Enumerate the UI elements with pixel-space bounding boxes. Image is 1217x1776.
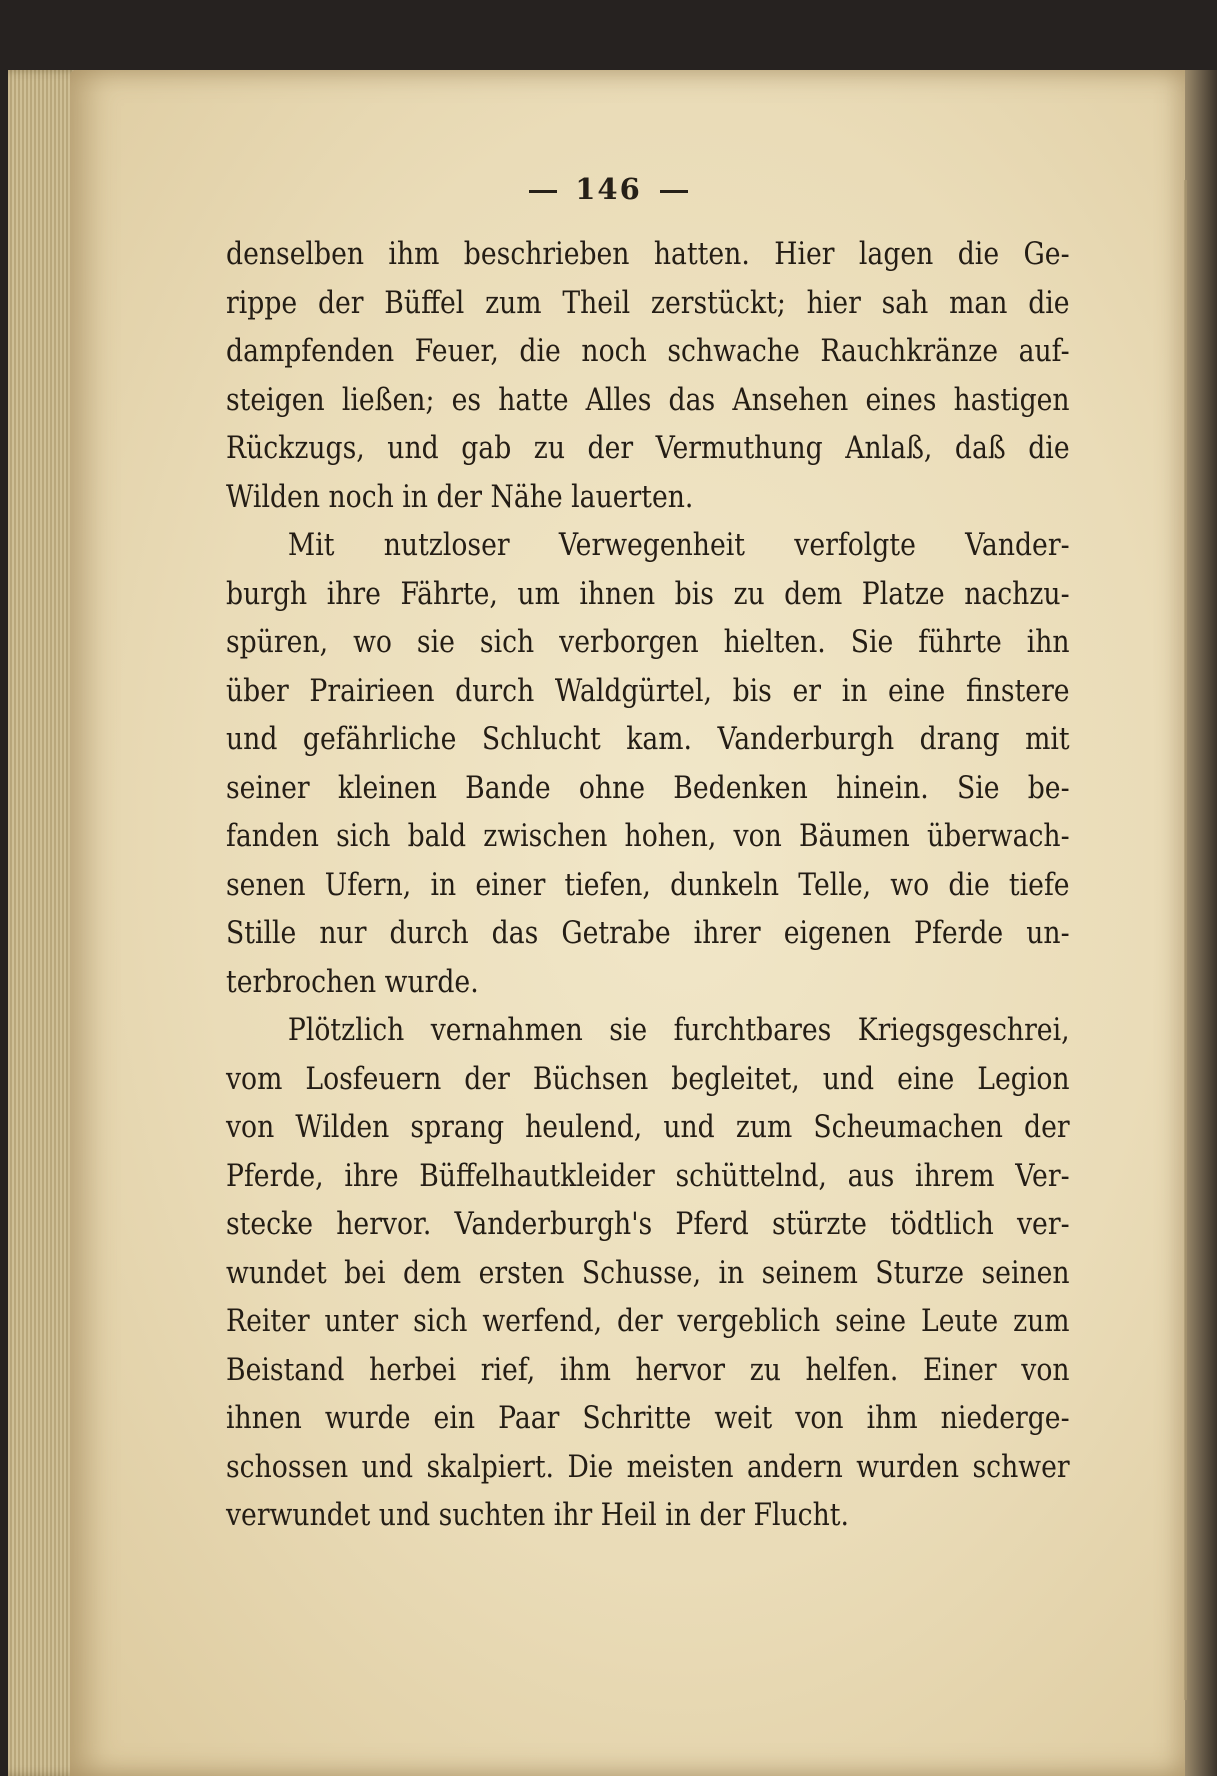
text-line: Rückzugs, und gab zu der Vermuthung Anlaß, daß die	[226, 430, 1070, 466]
text-line: wundet bei dem ersten Schusse, in seinem Sturze seinen	[226, 1254, 1070, 1291]
text-line: und gefährliche Schlucht kam. Vanderburgh drang mit	[226, 721, 1070, 757]
paragraph-start: Mit nutzloser Verwegenheit verfolgte Vander-	[287, 527, 1070, 563]
text-line: ihnen wurde ein Paar Schritte weit von ihm niederge-	[226, 1400, 1070, 1436]
text-line: spüren, wo sie sich verborgen hielten. Sie führte ihn	[226, 624, 1070, 660]
text-line: stecke hervor. Vanderburgh's Pferd stürzte tödtlich ver-	[226, 1206, 1070, 1242]
text-line: fanden sich bald zwischen hohen, von Bäumen überwach-	[226, 818, 1070, 854]
text-line: Reiter unter sich werfend, der vergeblich seine Leute zum	[226, 1303, 1070, 1339]
spine-line	[1184, 180, 1187, 1700]
text-line: Wilden noch in der Nähe lauerten.	[226, 478, 694, 515]
text-line: von Wilden sprang heulend, und zum Scheumachen der	[226, 1109, 1070, 1145]
text-line: über Prairieen durch Waldgürtel, bis er in eine finstere	[226, 672, 1070, 709]
text-line: Stille nur durch das Getrabe ihrer eigenen Pferde un-	[226, 915, 1070, 951]
binding-shadow	[1185, 70, 1217, 1776]
text-line: seiner kleinen Bande ohne Bedenken hinein. Sie be-	[226, 769, 1070, 806]
text-line: burgh ihre Fährte, um ihnen bis zu dem Platze nachzu-	[226, 575, 1070, 612]
text-line: senen Ufern, in einer tiefen, dunkeln Telle, wo die tiefe	[226, 866, 1070, 903]
text-line: Pferde, ihre Büffelhautkleider schüttelnd, aus ihrem Ver-	[226, 1157, 1070, 1194]
header-dash-right	[660, 190, 688, 193]
text-line: rippe der Büffel zum Theil zerstückt; hier sah man die	[226, 284, 1070, 321]
header-dash-left	[529, 190, 557, 193]
text-line: verwundet und suchten ihr Heil in der Flucht.	[226, 1497, 849, 1533]
page-number: 146	[575, 172, 642, 206]
body-text	[226, 230, 1068, 1540]
text-line: Beistand herbei rief, ihm hervor zu helfen. Einer von	[226, 1351, 1070, 1388]
text-line: steigen ließen; es hatte Alles das Ansehen eines hastigen	[226, 381, 1070, 418]
paragraph-start: Plötzlich vernahmen sie furchtbares Kriegsgeschrei,	[287, 1012, 1070, 1048]
text-line: denselben ihm beschrieben hatten. Hier lagen die Ge-	[226, 236, 1070, 272]
page-header	[0, 172, 1217, 206]
text-line: dampfenden Feuer, die noch schwache Rauchkränze auf-	[226, 333, 1070, 369]
text-line: schossen und skalpiert. Die meisten andern wurden schwer	[226, 1448, 1070, 1485]
text-line: terbrochen wurde.	[226, 963, 479, 1000]
text-line: vom Losfeuern der Büchsen begleitet, und eine Legion	[226, 1060, 1070, 1097]
